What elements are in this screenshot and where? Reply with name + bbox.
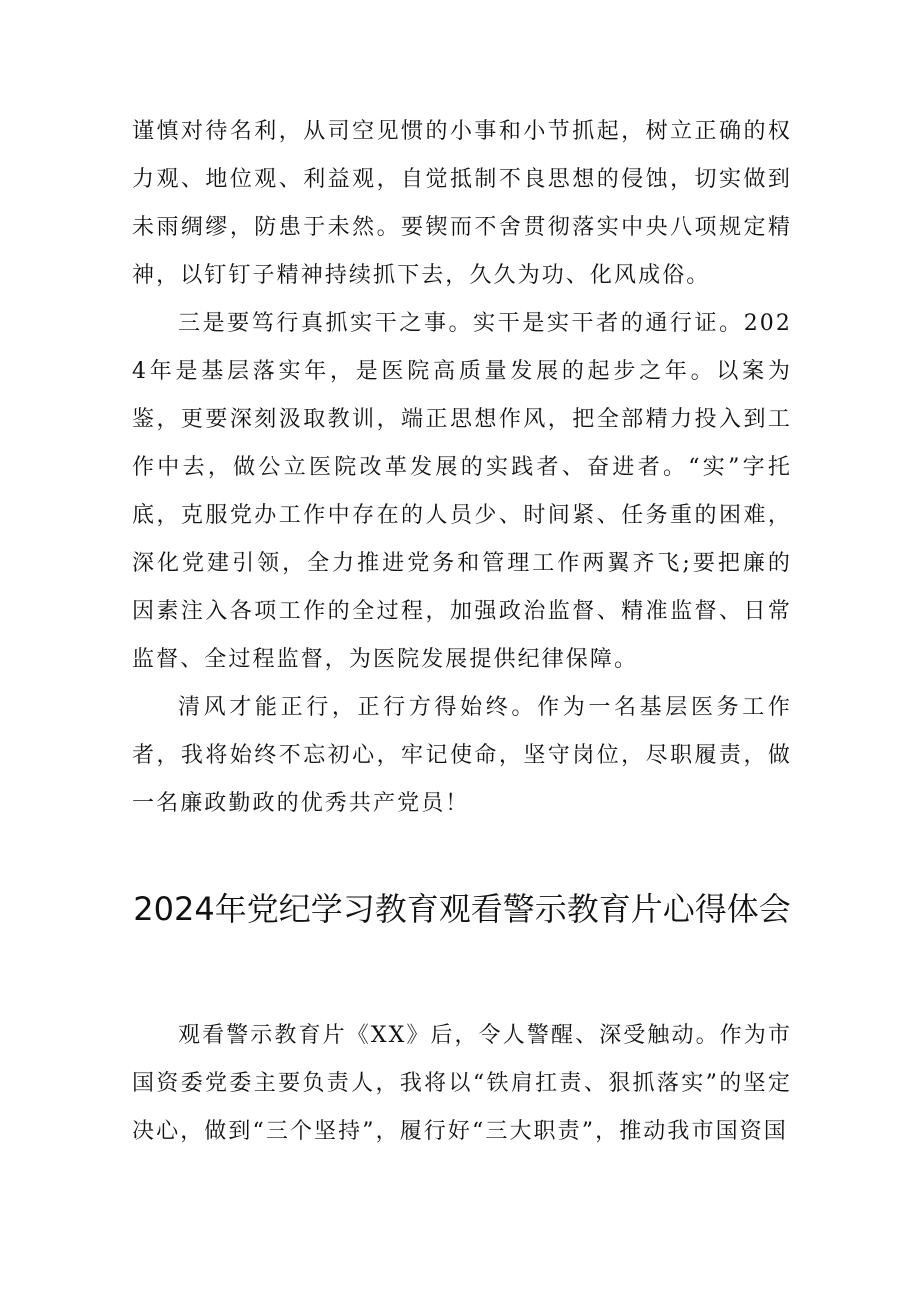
section-title: 2024年党纪学习教育观看警示教育片心得体会 [133,890,791,928]
body-paragraph: 清风才能正行，正行方得始终。作为一名基层医务工作者，我将始终不忘初心，牢记使命，坚守岗位，尽职履责，做一名廉政勤政的优秀共产党员！ [132,695,792,816]
body-paragraph: 观看警示教育片《XX》后，令人警醒、深受触动。作为市国资委党委主要负责人，我将以“铁肩扛责、狠抓落实”的坚定决心，做到“三个坚持”，履行好“三大职责”，推动我市国资国 [132,1023,792,1144]
body-paragraph: 谨慎对待名利，从司空见惯的小事和小节抓起，树立正确的权力观、地位观、利益观，自觉抵制不良思想的侵蚀，切实做到未雨绸缪，防患于未然。要锲而不舍贯彻落实中央八项规定精神，以钉钉子精神持续抓下去，久久为功、化风成俗。 [132,119,792,288]
body-paragraph: 三是要笃行真抓实干之事。实干是实干者的通行证。2024年是基层落实年，是医院高质量发展的起步之年。以案为鉴，更要深刻汲取教训，端正思想作风，把全部精力投入到工作中去，做公立医院改革发展的实践者、奋进者。“实”字托底，克服党办工作中存在的人员少、时间紧、任务重的困难，深化党建引领，全力推进党务和管理工作两翼齐飞;要把廉的因素注入各项工作的全过程，加强政治监督、精准监督、日常监督、全过程监督，为医院发展提供纪律保障。 [132,311,792,672]
